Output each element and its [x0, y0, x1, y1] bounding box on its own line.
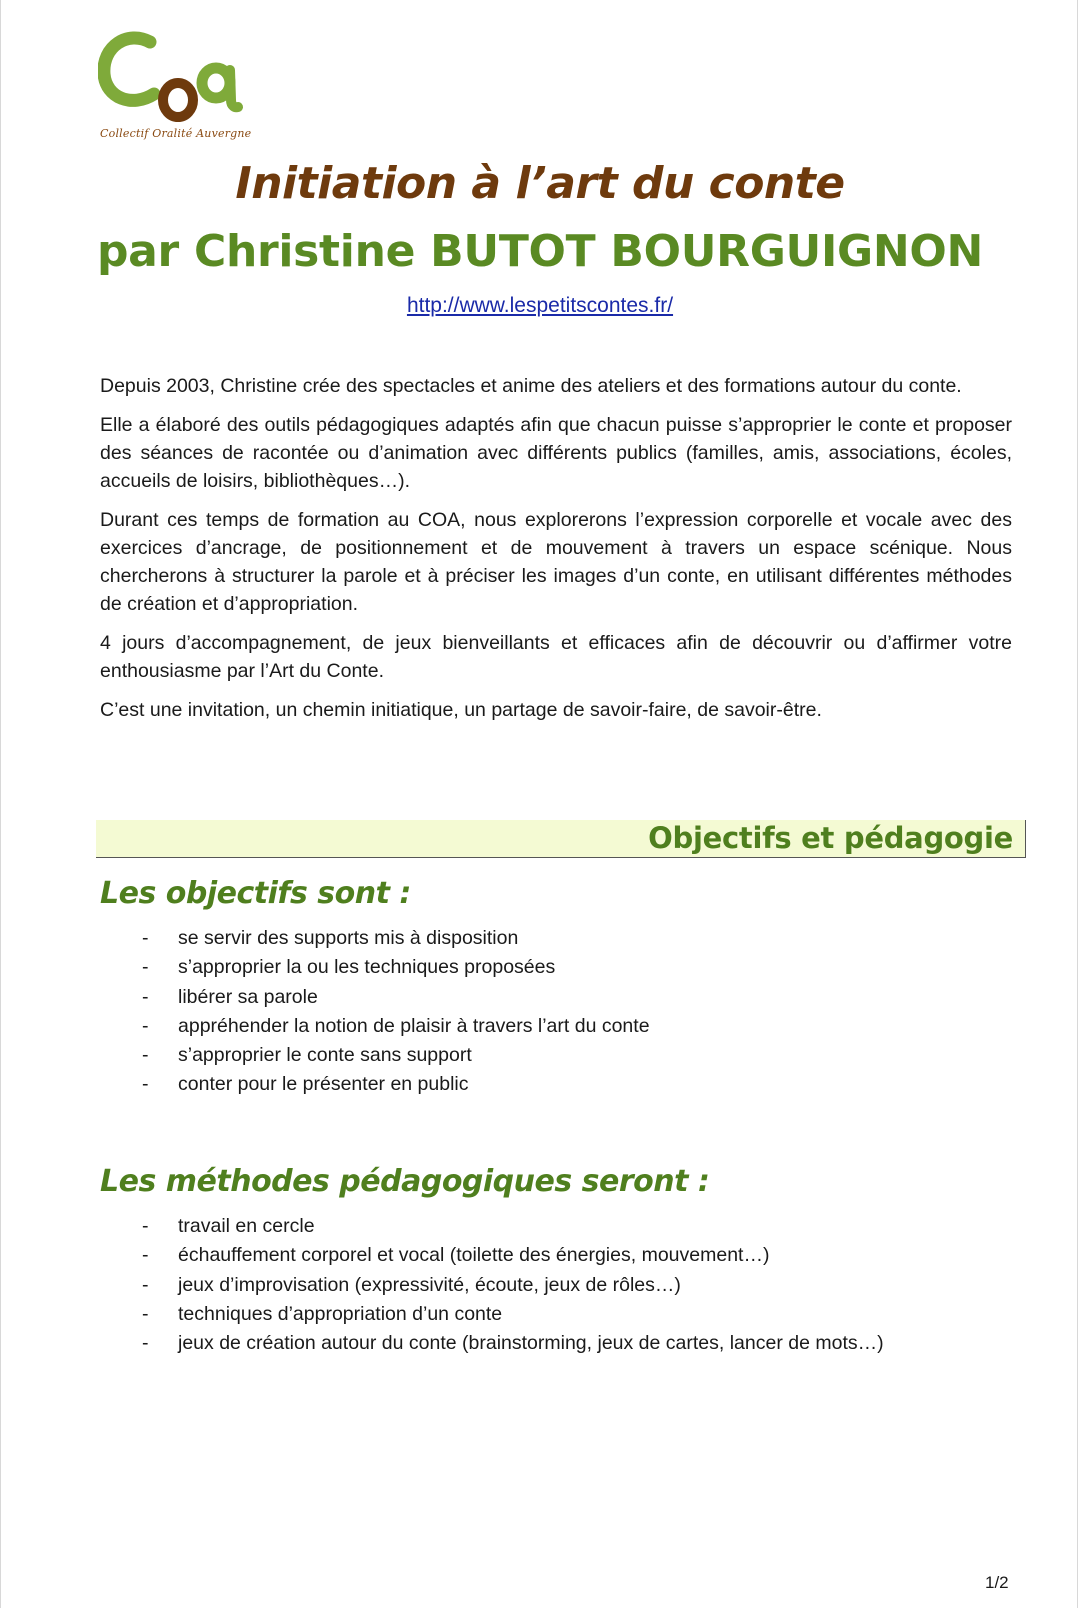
- intro-text: [100, 372, 1012, 735]
- website-link[interactable]: http://www.lespetitscontes.fr/: [406, 294, 674, 317]
- objectives-heading: Les objectifs sont :: [100, 876, 411, 911]
- intro-paragraph: Elle a élaboré des outils pédagogiques adaptés afin que chacun puisse s’approprier le conte et proposer des séances de racontée ou d’animation avec différents publics (familles, amis, associations, écoles, accueils de loisirs, bibliothèques…).: [100, 414, 1012, 492]
- list-item: - techniques d’appropriation d’un conte: [140, 1300, 884, 1329]
- section-band: [96, 820, 1026, 858]
- intro-paragraph: Durant ces temps de formation au COA, nous explorerons l’expression corporelle et vocale avec des exercices d’ancrage, de positionnement et de mouvement à travers un espace scénique. Nous chercherons à structurer la parole et à préciser les images d’un conte, en utilisant différentes méthodes de création et d’appropriation.: [100, 509, 1012, 615]
- list-item: - travail en cercle: [140, 1212, 884, 1241]
- list-item: - s’approprier la ou les techniques proposées: [140, 953, 650, 982]
- list-item: - jeux d’improvisation (expressivité, écoute, jeux de rôles…): [140, 1271, 884, 1300]
- title-line-2: par Christine BUTOT BOURGUIGNON: [96, 226, 984, 277]
- objectives-list: [140, 924, 650, 1100]
- section-title: Objectifs et pédagogie: [648, 821, 1013, 855]
- logo-caption: Collectif Oralité Auvergne: [100, 127, 252, 140]
- list-item: - s’approprier le conte sans support: [140, 1041, 650, 1070]
- methods-heading: Les méthodes pédagogiques seront :: [100, 1164, 710, 1199]
- list-item: - appréhender la notion de plaisir à travers l’art du conte: [140, 1012, 650, 1041]
- list-item: - se servir des supports mis à disposition: [140, 924, 650, 953]
- list-item: - conter pour le présenter en public: [140, 1070, 650, 1099]
- list-item: - libérer sa parole: [140, 983, 650, 1012]
- list-item: - échauffement corporel et vocal (toilette des énergies, mouvement…): [140, 1241, 884, 1270]
- page-number: 1/2: [985, 1573, 1009, 1592]
- list-item: - jeux de création autour du conte (brainstorming, jeux de cartes, lancer de mots…): [140, 1329, 884, 1358]
- intro-paragraph: Depuis 2003, Christine crée des spectacles et anime des ateliers et des formations autour du conte.: [100, 375, 962, 397]
- title-line-1: Initiation à l’art du conte: [235, 158, 845, 209]
- intro-paragraph: 4 jours d’accompagnement, de jeux bienveillants et efficaces afin de découvrir ou d’affirmer votre enthousiasme par l’Art du Conte.: [100, 632, 1012, 682]
- methods-list: [140, 1212, 884, 1358]
- intro-paragraph: C’est une invitation, un chemin initiatique, un partage de savoir-faire, de savoir-être.: [100, 699, 822, 721]
